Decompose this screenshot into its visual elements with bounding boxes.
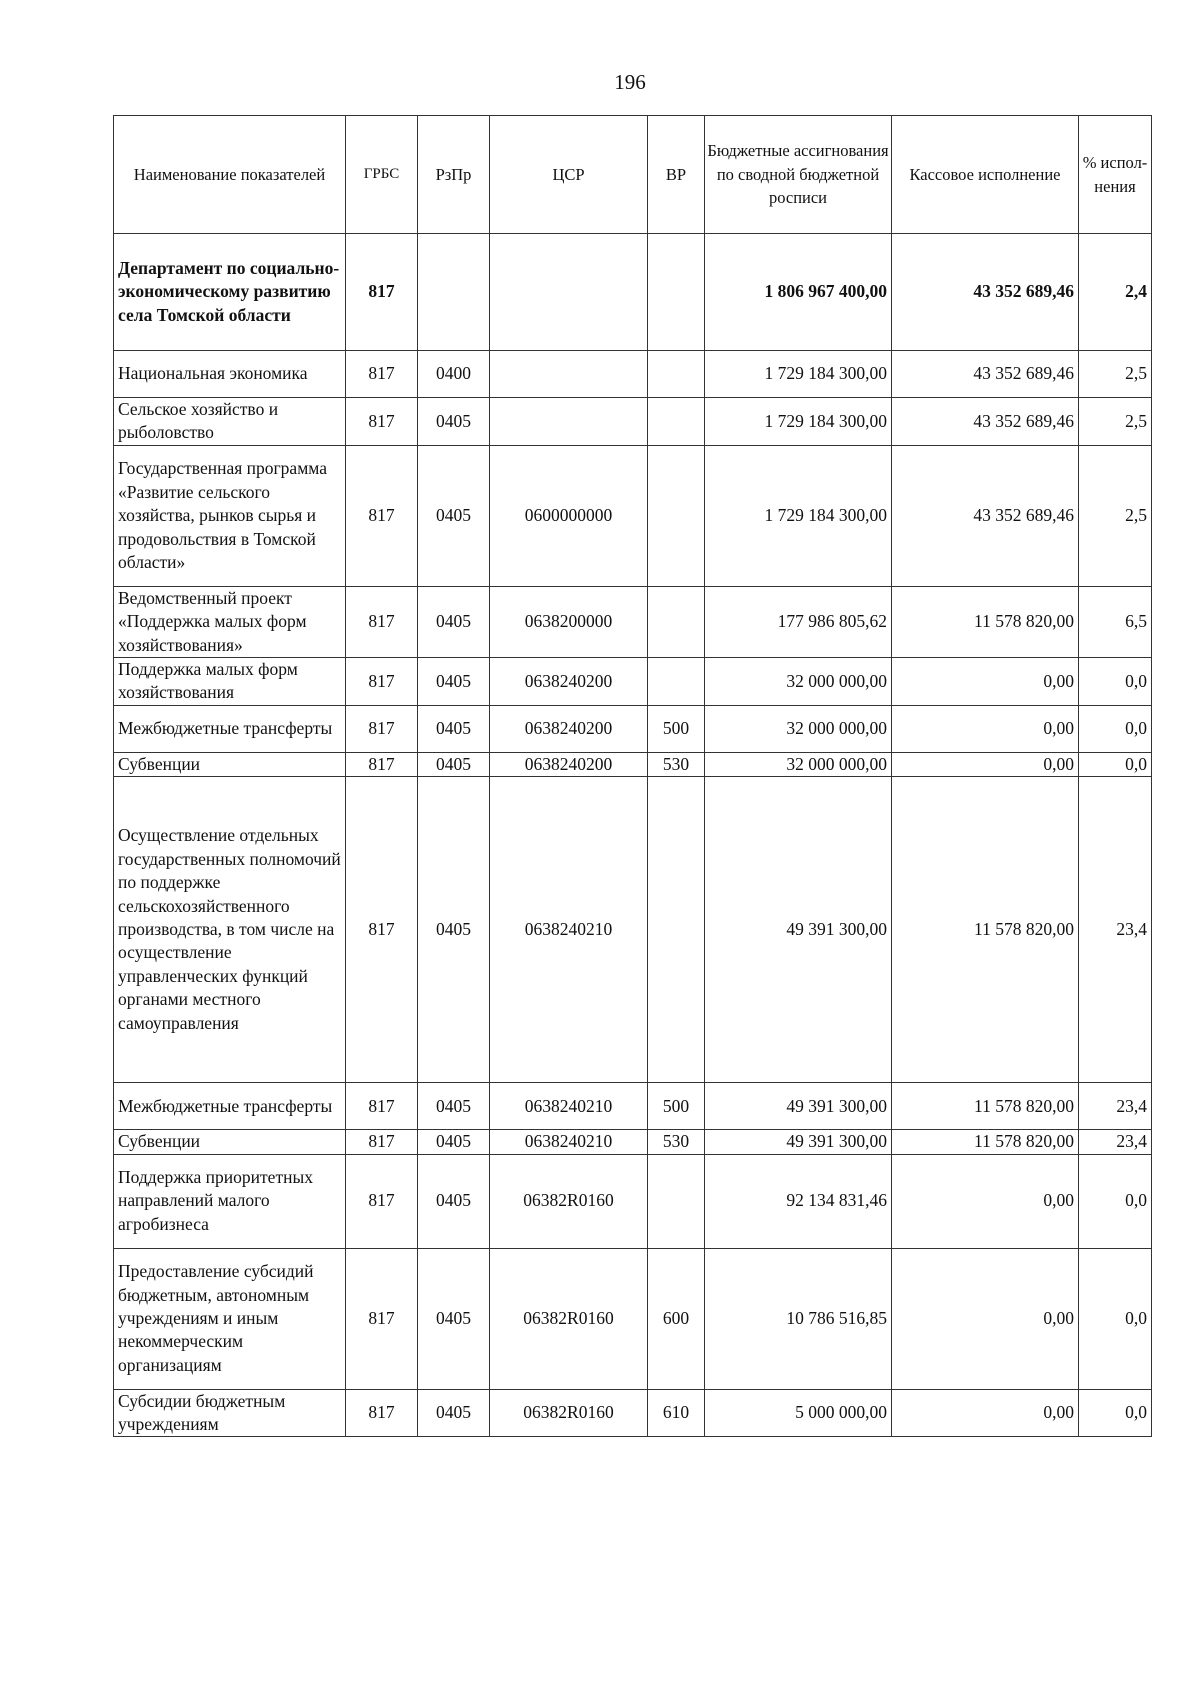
- row-grbs: 817: [346, 586, 418, 657]
- row-csr: 0638240200: [490, 752, 648, 776]
- row-csr: [490, 351, 648, 398]
- row-percent: 0,0: [1079, 705, 1152, 752]
- row-name: Субвенции: [114, 1130, 346, 1154]
- row-allocations: 32 000 000,00: [705, 752, 892, 776]
- row-rzpr: 0405: [418, 586, 490, 657]
- row-vr: [648, 777, 705, 1083]
- row-csr: [490, 398, 648, 446]
- row-vr: [648, 234, 705, 351]
- row-grbs: 817: [346, 351, 418, 398]
- row-allocations: 49 391 300,00: [705, 1083, 892, 1130]
- row-vr: 530: [648, 1130, 705, 1154]
- row-vr: 500: [648, 705, 705, 752]
- budget-table: [113, 115, 1152, 1437]
- row-rzpr: 0400: [418, 351, 490, 398]
- row-cash: 0,00: [892, 1248, 1079, 1389]
- row-percent: 0,0: [1079, 658, 1152, 706]
- row-cash: 43 352 689,46: [892, 351, 1079, 398]
- row-percent: 0,0: [1079, 752, 1152, 776]
- row-cash: 11 578 820,00: [892, 586, 1079, 657]
- row-grbs: 817: [346, 1083, 418, 1130]
- header-rzpr: РзПр: [418, 116, 490, 234]
- row-allocations: 1 806 967 400,00: [705, 234, 892, 351]
- header-name: Наименование показателей: [114, 116, 346, 234]
- row-csr: 0638240210: [490, 777, 648, 1083]
- row-rzpr: 0405: [418, 752, 490, 776]
- row-percent: 23,4: [1079, 1130, 1152, 1154]
- row-rzpr: 0405: [418, 1154, 490, 1248]
- row-name: Поддержка малых форм хозяйствования: [114, 658, 346, 706]
- row-name: Субвенции: [114, 752, 346, 776]
- table-row: [114, 1130, 1152, 1154]
- row-rzpr: 0405: [418, 1130, 490, 1154]
- row-percent: 2,5: [1079, 445, 1152, 586]
- row-rzpr: 0405: [418, 1248, 490, 1389]
- row-cash: 11 578 820,00: [892, 1083, 1079, 1130]
- row-percent: 23,4: [1079, 777, 1152, 1083]
- table-row: [114, 586, 1152, 657]
- row-cash: 43 352 689,46: [892, 398, 1079, 446]
- table-row: [114, 234, 1152, 351]
- row-vr: [648, 1154, 705, 1248]
- row-grbs: 817: [346, 398, 418, 446]
- row-rzpr: 0405: [418, 1389, 490, 1437]
- header-grbs: ГРБС: [346, 116, 418, 234]
- table-row: [114, 351, 1152, 398]
- row-csr: 0638240210: [490, 1130, 648, 1154]
- row-rzpr: 0405: [418, 445, 490, 586]
- row-csr: [490, 234, 648, 351]
- row-csr: 06382R0160: [490, 1248, 648, 1389]
- row-percent: 23,4: [1079, 1083, 1152, 1130]
- row-allocations: 49 391 300,00: [705, 777, 892, 1083]
- row-name: Поддержка приоритетных направлений малого агробизнеса: [114, 1154, 346, 1248]
- row-cash: 11 578 820,00: [892, 777, 1079, 1083]
- table-row: [114, 752, 1152, 776]
- row-vr: 610: [648, 1389, 705, 1437]
- row-name: Осуществление отдельных государственных полномочий по поддержке сельскохозяйственного производства, в том числе на осуществление управленческих функций органами местного самоуправления: [114, 777, 346, 1083]
- row-grbs: 817: [346, 752, 418, 776]
- row-allocations: 92 134 831,46: [705, 1154, 892, 1248]
- row-csr: 0600000000: [490, 445, 648, 586]
- row-rzpr: 0405: [418, 777, 490, 1083]
- row-allocations: 1 729 184 300,00: [705, 445, 892, 586]
- row-csr: 06382R0160: [490, 1389, 648, 1437]
- table-row: [114, 705, 1152, 752]
- row-percent: 2,5: [1079, 398, 1152, 446]
- row-grbs: 817: [346, 1248, 418, 1389]
- row-cash: 43 352 689,46: [892, 445, 1079, 586]
- row-name: Сельское хозяйство и рыболовство: [114, 398, 346, 446]
- row-cash: 43 352 689,46: [892, 234, 1079, 351]
- row-allocations: 177 986 805,62: [705, 586, 892, 657]
- row-vr: [648, 445, 705, 586]
- row-csr: 0638200000: [490, 586, 648, 657]
- row-allocations: 49 391 300,00: [705, 1130, 892, 1154]
- row-cash: 0,00: [892, 1154, 1079, 1248]
- row-vr: [648, 351, 705, 398]
- row-csr: 0638240200: [490, 658, 648, 706]
- header-allocations: Бюджетные ассигнования по сводной бюджетной росписи: [705, 116, 892, 234]
- row-vr: [648, 586, 705, 657]
- row-grbs: 817: [346, 705, 418, 752]
- table-row: [114, 1389, 1152, 1437]
- row-name: Субсидии бюджетным учреждениям: [114, 1389, 346, 1437]
- row-name: Ведомственный проект «Поддержка малых форм хозяйствования»: [114, 586, 346, 657]
- row-vr: 530: [648, 752, 705, 776]
- row-grbs: 817: [346, 1389, 418, 1437]
- table-row: [114, 658, 1152, 706]
- row-rzpr: [418, 234, 490, 351]
- row-rzpr: 0405: [418, 705, 490, 752]
- page-number: 196: [614, 70, 646, 94]
- header-vr: ВР: [648, 116, 705, 234]
- row-name: Государственная программа «Развитие сельского хозяйства, рынков сырья и продовольствия в Томской области»: [114, 445, 346, 586]
- table-row: [114, 1248, 1152, 1389]
- table-row: [114, 445, 1152, 586]
- row-grbs: 817: [346, 1130, 418, 1154]
- table-row: [114, 398, 1152, 446]
- row-vr: 600: [648, 1248, 705, 1389]
- row-vr: [648, 658, 705, 706]
- row-cash: 11 578 820,00: [892, 1130, 1079, 1154]
- row-percent: 0,0: [1079, 1389, 1152, 1437]
- row-allocations: 32 000 000,00: [705, 705, 892, 752]
- row-percent: 2,5: [1079, 351, 1152, 398]
- row-grbs: 817: [346, 777, 418, 1083]
- row-allocations: 1 729 184 300,00: [705, 398, 892, 446]
- row-csr: 06382R0160: [490, 1154, 648, 1248]
- table-header-row: [114, 116, 1152, 234]
- row-cash: 0,00: [892, 1389, 1079, 1437]
- header-percent: % испол-нения: [1079, 116, 1152, 234]
- row-allocations: 32 000 000,00: [705, 658, 892, 706]
- header-cash: Кассовое исполнение: [892, 116, 1079, 234]
- table-row: [114, 1154, 1152, 1248]
- row-percent: 2,4: [1079, 234, 1152, 351]
- row-cash: 0,00: [892, 752, 1079, 776]
- table-row: [114, 777, 1152, 1083]
- row-rzpr: 0405: [418, 658, 490, 706]
- row-name: Национальная экономика: [114, 351, 346, 398]
- row-csr: 0638240210: [490, 1083, 648, 1130]
- row-grbs: 817: [346, 445, 418, 586]
- row-name: Межбюджетные трансферты: [114, 1083, 346, 1130]
- header-csr: ЦСР: [490, 116, 648, 234]
- row-name: Департамент по социально-экономическому развитию села Томской области: [114, 234, 346, 351]
- row-allocations: 10 786 516,85: [705, 1248, 892, 1389]
- row-cash: 0,00: [892, 658, 1079, 706]
- row-allocations: 5 000 000,00: [705, 1389, 892, 1437]
- row-vr: [648, 398, 705, 446]
- row-cash: 0,00: [892, 705, 1079, 752]
- row-allocations: 1 729 184 300,00: [705, 351, 892, 398]
- row-percent: 6,5: [1079, 586, 1152, 657]
- row-rzpr: 0405: [418, 398, 490, 446]
- row-percent: 0,0: [1079, 1248, 1152, 1389]
- row-grbs: 817: [346, 658, 418, 706]
- row-percent: 0,0: [1079, 1154, 1152, 1248]
- row-name: Межбюджетные трансферты: [114, 705, 346, 752]
- row-grbs: 817: [346, 1154, 418, 1248]
- row-rzpr: 0405: [418, 1083, 490, 1130]
- row-csr: 0638240200: [490, 705, 648, 752]
- row-name: Предоставление субсидий бюджетным, автономным учреждениям и иным некоммерческим организациям: [114, 1248, 346, 1389]
- row-vr: 500: [648, 1083, 705, 1130]
- row-grbs: 817: [346, 234, 418, 351]
- table-row: [114, 1083, 1152, 1130]
